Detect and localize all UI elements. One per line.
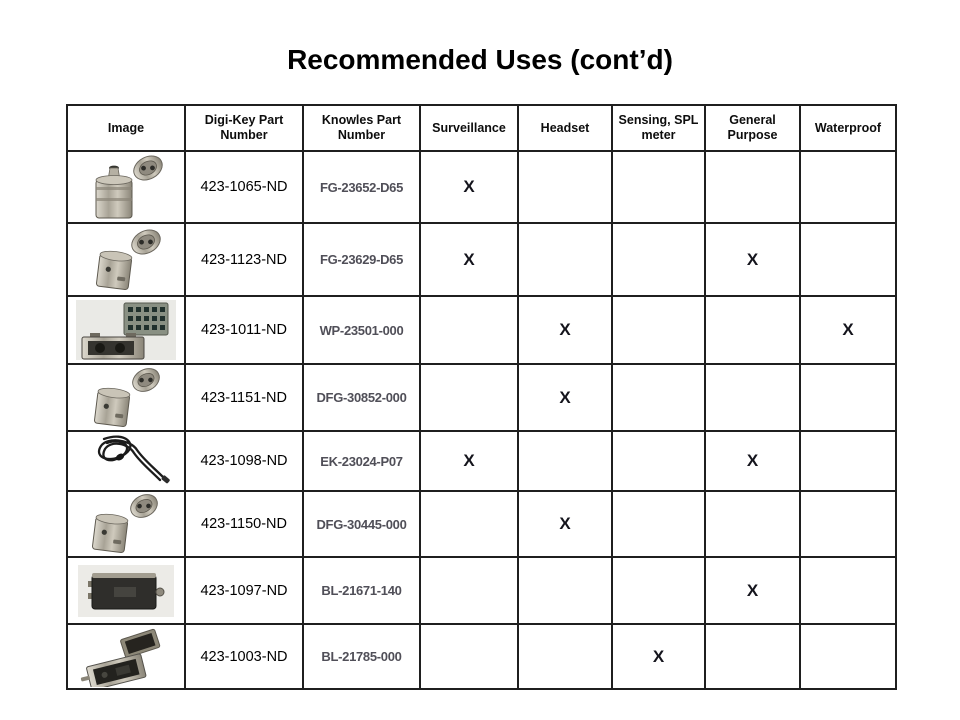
mark-surveillance	[420, 491, 518, 557]
product-photo-mic-capsule-nozzle-icon	[74, 154, 178, 220]
mark-waterproof	[800, 151, 896, 223]
digikey-part-cell: 423-1151-ND	[185, 364, 303, 431]
digikey-part-cell: 423-1098-ND	[185, 431, 303, 491]
mark-headset	[518, 431, 612, 491]
mark-headset: X	[518, 364, 612, 431]
mark-surveillance	[420, 296, 518, 364]
table-row	[67, 151, 896, 223]
product-image-cell	[67, 364, 185, 431]
digikey-part-cell: 423-1011-ND	[185, 296, 303, 364]
product-image-cell	[67, 296, 185, 364]
product-image-cell	[67, 223, 185, 296]
mark-waterproof	[800, 624, 896, 689]
mark-surveillance: X	[420, 151, 518, 223]
header-surveillance: Surveillance	[420, 105, 518, 151]
table-row	[67, 223, 896, 296]
mark-surveillance: X	[420, 431, 518, 491]
product-image-cell	[67, 624, 185, 689]
mark-waterproof	[800, 431, 896, 491]
product-image-cell	[67, 557, 185, 624]
mark-surveillance	[420, 364, 518, 431]
mark-waterproof	[800, 364, 896, 431]
table-row	[67, 491, 896, 557]
header-row	[67, 105, 896, 151]
header-headset: Headset	[518, 105, 612, 151]
product-photo-mic-capsule-icon	[74, 367, 178, 429]
product-image-cell	[67, 491, 185, 557]
digikey-part-cell: 423-1003-ND	[185, 624, 303, 689]
header-waterproof: Waterproof	[800, 105, 896, 151]
mark-surveillance	[420, 557, 518, 624]
mark-headset: X	[518, 296, 612, 364]
table-row	[67, 431, 896, 491]
mark-headset	[518, 557, 612, 624]
knowles-part-cell: BL-21785-000	[303, 624, 420, 689]
mark-sensing-spl	[612, 491, 705, 557]
mark-headset	[518, 223, 612, 296]
mark-sensing-spl	[612, 223, 705, 296]
product-photo-coiled-cable-icon	[74, 433, 178, 489]
product-image-cell	[67, 151, 185, 223]
header-digikey-part: Digi-Key Part Number	[185, 105, 303, 151]
knowles-part-cell: WP-23501-000	[303, 296, 420, 364]
mark-general-purpose: X	[705, 431, 800, 491]
mark-general-purpose	[705, 364, 800, 431]
digikey-part-cell: 423-1123-ND	[185, 223, 303, 296]
knowles-part-cell: EK-23024-P07	[303, 431, 420, 491]
product-photo-rect-module-icon	[74, 561, 178, 621]
mark-sensing-spl	[612, 431, 705, 491]
table-row	[67, 557, 896, 624]
mark-surveillance: X	[420, 223, 518, 296]
mark-headset	[518, 151, 612, 223]
mark-general-purpose	[705, 151, 800, 223]
mark-sensing-spl	[612, 296, 705, 364]
mark-headset: X	[518, 491, 612, 557]
mark-general-purpose: X	[705, 223, 800, 296]
mark-sensing-spl	[612, 151, 705, 223]
product-photo-mic-capsule-icon	[74, 228, 178, 292]
table-row	[67, 364, 896, 431]
mark-headset	[518, 624, 612, 689]
mark-waterproof: X	[800, 296, 896, 364]
header-general-purpose: General Purpose	[705, 105, 800, 151]
product-photo-mic-capsule-icon	[74, 493, 178, 555]
header-sensing-spl: Sensing, SPL meter	[612, 105, 705, 151]
knowles-part-cell: DFG-30445-000	[303, 491, 420, 557]
mark-surveillance	[420, 624, 518, 689]
mark-general-purpose	[705, 624, 800, 689]
knowles-part-cell: FG-23652-D65	[303, 151, 420, 223]
knowles-part-cell: FG-23629-D65	[303, 223, 420, 296]
product-image-cell	[67, 431, 185, 491]
header-knowles-part: Knowles Part Number	[303, 105, 420, 151]
digikey-part-cell: 423-1097-ND	[185, 557, 303, 624]
page-title: Recommended Uses (cont’d)	[287, 44, 673, 75]
product-photo-waterproof-module-icon	[74, 299, 178, 361]
mark-general-purpose: X	[705, 557, 800, 624]
product-photo-smd-modules-icon	[74, 627, 178, 687]
mark-waterproof	[800, 223, 896, 296]
mark-sensing-spl	[612, 557, 705, 624]
header-image: Image	[67, 105, 185, 151]
knowles-part-cell: DFG-30852-000	[303, 364, 420, 431]
recommended-uses-table	[66, 104, 897, 690]
digikey-part-cell: 423-1150-ND	[185, 491, 303, 557]
table-row	[67, 624, 896, 689]
table-row	[67, 296, 896, 364]
mark-general-purpose	[705, 296, 800, 364]
digikey-part-cell: 423-1065-ND	[185, 151, 303, 223]
mark-general-purpose	[705, 491, 800, 557]
mark-waterproof	[800, 491, 896, 557]
knowles-part-cell: BL-21671-140	[303, 557, 420, 624]
mark-sensing-spl: X	[612, 624, 705, 689]
mark-waterproof	[800, 557, 896, 624]
mark-sensing-spl	[612, 364, 705, 431]
